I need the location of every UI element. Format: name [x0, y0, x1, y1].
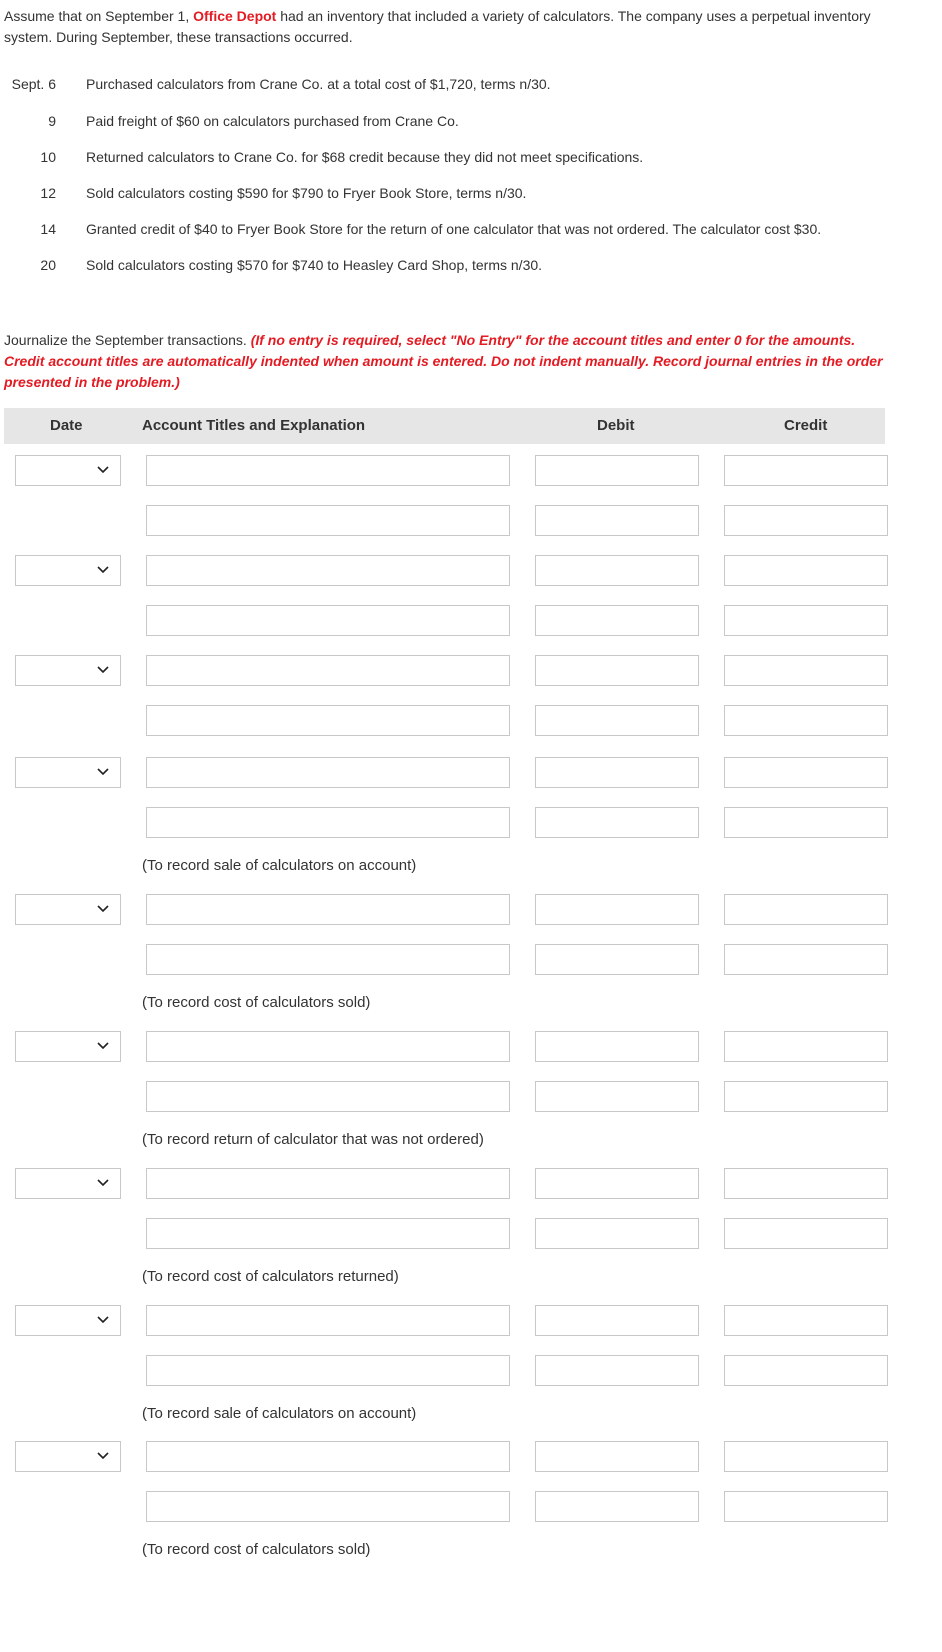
transaction-date: 9	[48, 113, 56, 129]
debit-input[interactable]	[535, 555, 699, 586]
journal-instructions	[4, 330, 884, 393]
credit-input[interactable]	[724, 1168, 888, 1199]
account-title-input[interactable]	[146, 655, 510, 686]
account-title-input[interactable]	[146, 1491, 510, 1522]
credit-input[interactable]	[724, 1491, 888, 1522]
debit-input[interactable]	[535, 1081, 699, 1112]
credit-input[interactable]	[724, 505, 888, 536]
transaction-row	[0, 255, 940, 275]
credit-input[interactable]	[724, 1031, 888, 1062]
account-title-input[interactable]	[146, 1218, 510, 1249]
chevron-down-icon	[96, 1449, 110, 1468]
transaction-row	[0, 147, 940, 167]
credit-input[interactable]	[724, 807, 888, 838]
credit-input[interactable]	[724, 1218, 888, 1249]
entry-explanation: (To record cost of calculators sold)	[142, 1541, 371, 1558]
account-title-input[interactable]	[146, 894, 510, 925]
credit-input[interactable]	[724, 1305, 888, 1336]
credit-input[interactable]	[724, 757, 888, 788]
credit-input[interactable]	[724, 455, 888, 486]
account-title-input[interactable]	[146, 1168, 510, 1199]
date-select[interactable]	[15, 894, 121, 925]
account-title-input[interactable]	[146, 1355, 510, 1386]
credit-input[interactable]	[724, 1441, 888, 1472]
transaction-description: Purchased calculators from Crane Co. at a total cost of $1,720, terms n/30.	[86, 76, 551, 92]
account-title-input[interactable]	[146, 1441, 510, 1472]
account-title-input[interactable]	[146, 455, 510, 486]
transaction-row	[0, 74, 940, 94]
transaction-date: 12	[40, 185, 56, 201]
debit-input[interactable]	[535, 1441, 699, 1472]
instructions-note: (If no entry is required, select "No Entry" for the account titles and enter 0 for the amounts. Credit account titles are automatically indented when amount is entered. Do not indent manually. Record journal entries in the order presented in the problem.)	[4, 332, 883, 390]
transaction-description: Granted credit of $40 to Fryer Book Store for the return of one calculator that was not ordered. The calculator cost $30.	[86, 221, 822, 237]
chevron-down-icon	[96, 765, 110, 784]
debit-input[interactable]	[535, 944, 699, 975]
account-title-input[interactable]	[146, 807, 510, 838]
transaction-row	[0, 219, 940, 239]
account-title-input[interactable]	[146, 1305, 510, 1336]
debit-input[interactable]	[535, 1168, 699, 1199]
credit-input[interactable]	[724, 555, 888, 586]
debit-input[interactable]	[535, 1491, 699, 1522]
debit-input[interactable]	[535, 1305, 699, 1336]
date-select[interactable]	[15, 455, 121, 486]
debit-input[interactable]	[535, 655, 699, 686]
transaction-row	[0, 183, 940, 203]
credit-input[interactable]	[724, 1355, 888, 1386]
credit-input[interactable]	[724, 605, 888, 636]
debit-input[interactable]	[535, 605, 699, 636]
account-title-input[interactable]	[146, 555, 510, 586]
account-column-header: Account Titles and Explanation	[142, 417, 366, 434]
transaction-description: Returned calculators to Crane Co. for $68 credit because they did not meet specifications.	[86, 149, 644, 165]
entry-explanation: (To record sale of calculators on account)	[142, 1405, 417, 1422]
credit-input[interactable]	[724, 944, 888, 975]
date-select[interactable]	[15, 1305, 121, 1336]
debit-input[interactable]	[535, 505, 699, 536]
chevron-down-icon	[96, 902, 110, 921]
date-select[interactable]	[15, 555, 121, 586]
company-name: Office Depot	[193, 8, 277, 24]
date-select[interactable]	[15, 1441, 121, 1472]
transaction-description: Paid freight of $60 on calculators purchased from Crane Co.	[86, 113, 459, 129]
chevron-down-icon	[96, 563, 110, 582]
credit-input[interactable]	[724, 655, 888, 686]
entry-explanation: (To record return of calculator that was not ordered)	[142, 1131, 484, 1148]
account-title-input[interactable]	[146, 1031, 510, 1062]
account-title-input[interactable]	[146, 705, 510, 736]
account-title-input[interactable]	[146, 1081, 510, 1112]
problem-intro	[4, 6, 884, 48]
debit-input[interactable]	[535, 894, 699, 925]
debit-column-header: Debit	[597, 417, 635, 434]
transaction-description: Sold calculators costing $570 for $740 to Heasley Card Shop, terms n/30.	[86, 257, 543, 273]
date-select[interactable]	[15, 655, 121, 686]
account-title-input[interactable]	[146, 757, 510, 788]
chevron-down-icon	[96, 663, 110, 682]
entry-explanation: (To record cost of calculators returned)	[142, 1268, 399, 1285]
debit-input[interactable]	[535, 705, 699, 736]
chevron-down-icon	[96, 1176, 110, 1195]
debit-input[interactable]	[535, 1355, 699, 1386]
account-title-input[interactable]	[146, 944, 510, 975]
account-title-input[interactable]	[146, 605, 510, 636]
chevron-down-icon	[96, 1313, 110, 1332]
chevron-down-icon	[96, 1039, 110, 1058]
transaction-description: Sold calculators costing $590 for $790 to Fryer Book Store, terms n/30.	[86, 185, 527, 201]
account-title-input[interactable]	[146, 505, 510, 536]
intro-text-before: Assume that on September 1,	[4, 8, 194, 24]
credit-input[interactable]	[724, 705, 888, 736]
entry-explanation: (To record sale of calculators on account)	[142, 857, 417, 874]
credit-input[interactable]	[724, 1081, 888, 1112]
credit-input[interactable]	[724, 894, 888, 925]
date-select[interactable]	[15, 1168, 121, 1199]
debit-input[interactable]	[535, 1218, 699, 1249]
chevron-down-icon	[96, 463, 110, 482]
date-select[interactable]	[15, 1031, 121, 1062]
transaction-date: Sept. 6	[11, 76, 56, 92]
date-select[interactable]	[15, 757, 121, 788]
debit-input[interactable]	[535, 1031, 699, 1062]
debit-input[interactable]	[535, 757, 699, 788]
transaction-date: 14	[40, 221, 56, 237]
instructions-lead: Journalize the September transactions.	[4, 332, 251, 348]
date-column-header: Date	[50, 417, 83, 434]
debit-input[interactable]	[535, 455, 699, 486]
debit-input[interactable]	[535, 807, 699, 838]
transaction-row	[0, 111, 940, 131]
intro-text-after: had an inventory that included a variety of calculators. The company uses a perpetual inventory system. During September, these transactions occurred.	[4, 8, 871, 45]
entry-explanation: (To record cost of calculators sold)	[142, 994, 371, 1011]
credit-column-header: Credit	[784, 417, 828, 434]
transaction-date: 10	[40, 149, 56, 165]
transaction-date: 20	[40, 257, 56, 273]
journal-table-header	[4, 408, 885, 444]
